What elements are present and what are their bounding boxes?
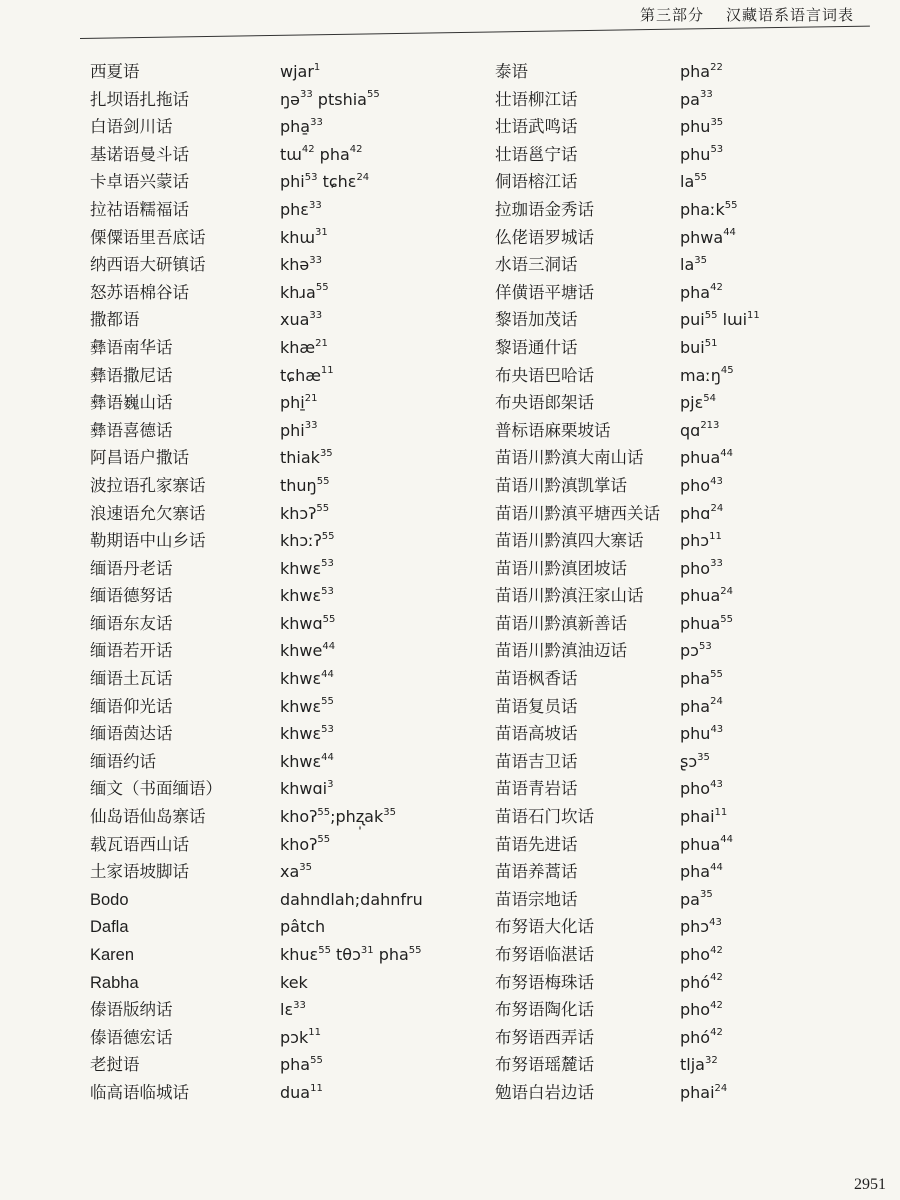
word-form: $pa^{33}$ — [680, 89, 713, 109]
language-name: 黎语加茂话 — [495, 310, 578, 330]
word-form: pho$^{42}$ — [680, 944, 723, 964]
word-entry — [90, 555, 485, 583]
language-name: 仙岛语仙岛寨话 — [90, 807, 206, 827]
language-name: 缅语土瓦话 — [90, 669, 173, 689]
language-name: 载瓦语西山话 — [90, 834, 189, 854]
word-form: phu$^{35}$ — [680, 116, 724, 137]
word-form: pjɛ$^{54}$ — [680, 392, 716, 413]
word-form: phi$^{33}$ — [280, 420, 318, 440]
word-form: tɯ$^{42}$ pha$^{42}$ — [280, 144, 363, 164]
running-head — [640, 4, 854, 25]
section-label: 第三部分 — [639, 6, 704, 24]
language-name: 布央语郎架话 — [495, 393, 594, 413]
word-form: khæ$^{21}$ — [280, 337, 328, 357]
word-form: lɛ$^{33}$ — [280, 999, 306, 1020]
word-entry — [90, 1079, 485, 1107]
word-form: pho$^{33}$ — [680, 558, 723, 578]
language-name: 苗语复员话 — [495, 696, 578, 716]
word-entry — [495, 720, 890, 748]
language-name: 缅语仰光话 — [90, 696, 173, 716]
language-name: 缅语约话 — [90, 751, 156, 771]
language-name: 扎坝语扎拖话 — [90, 89, 189, 109]
word-form: $pa^{35}$ — [680, 889, 713, 909]
language-name: 布努语梅珠话 — [495, 972, 594, 992]
word-form: thiak$^{35}$ — [280, 447, 333, 468]
word-form: khwɛ$^{55}$ — [280, 696, 334, 716]
word-form: $xa^{35}$ — [280, 861, 313, 882]
word-form: khuɛ$^{55}$ tθɔ$^{31}$ pha$^{55}$ — [280, 944, 422, 964]
word-form: phai$^{11}$ — [680, 806, 728, 827]
word-form: $khoʔ^{55};phʐ̩ak^{35}$ — [280, 806, 396, 827]
language-name: 苗语川黔滇油迈话 — [495, 641, 627, 661]
word-form: dua$^{11}$ — [280, 1082, 323, 1102]
word-form: ŋə$^{33}$ ptshia$^{55}$ — [280, 89, 380, 109]
language-name: Bodo — [90, 890, 129, 909]
word-entry — [495, 941, 890, 969]
word-form: pho$^{43}$ — [680, 779, 723, 799]
word-entry — [90, 1024, 485, 1052]
word-form: pha$^{55}$ — [680, 668, 723, 689]
word-entry — [495, 224, 890, 252]
language-name: 阿昌语户撒话 — [90, 448, 189, 468]
word-form: dahndlah;dahnfru — [280, 889, 423, 909]
word-entry — [90, 500, 485, 528]
language-name: 白语剑川话 — [90, 117, 173, 137]
word-entry — [90, 858, 485, 886]
word-form: khwɛ$^{53}$ — [280, 723, 334, 744]
word-form: pho$^{43}$ — [680, 475, 723, 495]
language-name: Rabha — [90, 973, 139, 992]
language-name: 缅语若开话 — [90, 641, 173, 661]
language-name: 缅语德努话 — [90, 586, 173, 606]
language-name: 临高语临城话 — [90, 1082, 189, 1102]
language-name: 傣语版纳话 — [90, 1000, 173, 1020]
word-entry — [495, 582, 890, 610]
word-entry — [495, 306, 890, 334]
language-name: Dafla — [90, 918, 129, 937]
word-form: ʂɔ$^{35}$ — [680, 751, 710, 771]
word-entry — [495, 1079, 890, 1107]
language-name: 苗语吉卫话 — [495, 751, 578, 771]
language-name: 苗语川黔滇新善话 — [495, 613, 627, 633]
language-name: 苗语川黔滇团坡话 — [495, 558, 627, 578]
language-name: 苗语青岩话 — [495, 779, 578, 799]
language-name: 布努语瑶麓话 — [495, 1055, 594, 1075]
word-entry — [90, 224, 485, 252]
word-form: maːŋ$^{45}$ — [680, 365, 734, 385]
language-name: 拉珈语金秀话 — [495, 199, 594, 219]
word-entry — [90, 86, 485, 114]
word-entry — [495, 996, 890, 1024]
page-number: 2951 — [854, 1176, 886, 1193]
language-name: Karen — [90, 946, 135, 964]
word-entry — [495, 334, 890, 362]
language-name: 侗语榕江话 — [495, 172, 578, 192]
language-name: 缅文（书面缅语） — [90, 779, 222, 799]
word-entry — [90, 362, 485, 390]
word-entry — [90, 1051, 485, 1079]
word-form: phi̱$^{21}$ — [280, 392, 318, 413]
word-entry — [90, 58, 485, 86]
word-form: khɔːʔ$^{55}$ — [280, 530, 335, 551]
word-entry — [90, 444, 485, 472]
word-entry — [90, 141, 485, 169]
word-entry — [90, 113, 485, 141]
word-entry — [495, 610, 890, 638]
word-entry — [495, 748, 890, 776]
word-form: phó$^{42}$ — [680, 1027, 723, 1047]
word-form: pɔk$^{11}$ — [280, 1027, 321, 1047]
language-name: 壮语柳江话 — [495, 89, 578, 109]
left-column — [90, 58, 485, 1107]
word-entry — [495, 527, 890, 555]
language-name: 怒苏语棉谷话 — [90, 282, 189, 302]
language-name: 布努语西弄话 — [495, 1027, 594, 1047]
language-name: 壮语武鸣话 — [495, 117, 578, 137]
word-form: kek — [280, 972, 308, 992]
word-entry — [90, 996, 485, 1024]
word-form: khɯ$^{31}$ — [280, 227, 328, 247]
word-form: khwɛ$^{53}$ — [280, 585, 334, 606]
language-name: 泰语 — [495, 62, 528, 81]
language-name: 勉语白岩边话 — [495, 1082, 594, 1102]
word-form: khɹa$^{55}$ — [280, 282, 329, 302]
word-entry — [90, 693, 485, 721]
running-title: 汉藏语系语言词表 — [725, 6, 854, 24]
word-form: khwɑ$^{55}$ — [280, 613, 336, 633]
word-entry — [90, 389, 485, 417]
word-entry — [90, 527, 485, 555]
word-entry — [495, 858, 890, 886]
word-form: thuŋ$^{55}$ — [280, 475, 330, 495]
word-form: phɛ$^{33}$ — [280, 199, 322, 219]
language-name: 苗语川黔滇平塘西关话 — [495, 503, 660, 523]
word-entry — [495, 472, 890, 500]
word-entry — [495, 86, 890, 114]
word-form: phɑ$^{24}$ — [680, 503, 724, 523]
language-name: 彝语南华话 — [90, 337, 173, 357]
language-name: 纳西语大研镇话 — [90, 255, 206, 275]
language-name: 撒都语 — [90, 310, 140, 330]
word-entry — [495, 1051, 890, 1079]
language-name: 苗语川黔滇凯掌话 — [495, 475, 627, 495]
language-name: 普标语麻栗坡话 — [495, 420, 611, 440]
word-entry — [90, 886, 485, 914]
word-entry — [495, 969, 890, 997]
language-name: 老挝语 — [90, 1055, 140, 1075]
language-name: 布努语陶化话 — [495, 1000, 594, 1020]
language-name: 缅语东友话 — [90, 613, 173, 633]
language-name: 土家语坡脚话 — [90, 862, 189, 882]
word-form: wjar$^1$ — [280, 61, 321, 81]
word-entry — [495, 417, 890, 445]
language-name: 卡卓语兴蒙话 — [90, 172, 189, 192]
language-name: 苗语石门坎话 — [495, 807, 594, 827]
language-name: 勒期语中山乡话 — [90, 531, 206, 551]
language-name: 基诺语曼斗话 — [90, 144, 189, 164]
word-entry — [90, 334, 485, 362]
language-name: 黎语通什话 — [495, 337, 578, 357]
word-entry — [495, 693, 890, 721]
word-form: tlja$^{32}$ — [680, 1055, 718, 1075]
word-entry — [495, 113, 890, 141]
language-name: 苗语川黔滇四大寨话 — [495, 531, 644, 551]
word-form: khwɑi$^3$ — [280, 779, 334, 799]
word-entry — [90, 472, 485, 500]
word-entry — [90, 775, 485, 803]
language-name: 彝语巍山话 — [90, 393, 173, 413]
language-name: 佯僙语平塘话 — [495, 282, 594, 302]
word-entry — [90, 913, 485, 941]
word-entry — [90, 306, 485, 334]
language-name: 壮语邕宁话 — [495, 144, 578, 164]
word-entry — [495, 362, 890, 390]
header-rule — [80, 26, 870, 39]
language-name: 傈僳语里吾底话 — [90, 227, 206, 247]
word-form: phua$^{24}$ — [680, 585, 733, 606]
word-form: pui$^{55}$ lɯi$^{11}$ — [680, 310, 760, 330]
word-form: pha$^{55}$ — [280, 1055, 323, 1075]
word-entry — [495, 196, 890, 224]
word-form: pɔ$^{53}$ — [680, 641, 712, 661]
word-form: pha$^{22}$ — [680, 61, 723, 81]
word-form: pha̱$^{33}$ — [280, 116, 323, 137]
language-name: 西夏语 — [90, 62, 140, 81]
word-entry — [495, 1024, 890, 1052]
word-entry — [90, 665, 485, 693]
word-form: tɕhæ$^{11}$ — [280, 365, 334, 385]
word-entry — [90, 803, 485, 831]
word-form: pâtch — [280, 917, 326, 937]
word-form: khɔʔ$^{55}$ — [280, 503, 330, 523]
word-entry — [90, 196, 485, 224]
word-form: phwa$^{44}$ — [680, 227, 736, 247]
word-form: qɑ$^{213}$ — [680, 420, 720, 440]
word-form: phua$^{44}$ — [680, 447, 733, 468]
word-entry — [90, 168, 485, 196]
word-entry — [90, 279, 485, 307]
word-entry — [495, 775, 890, 803]
language-name: 彝语喜德话 — [90, 420, 173, 440]
word-entry — [495, 665, 890, 693]
word-entry — [90, 748, 485, 776]
word-form: phaːk$^{55}$ — [680, 199, 738, 219]
word-form: phi$^{53}$ tɕhɛ$^{24}$ — [280, 172, 370, 192]
language-name: 波拉语孔家寨话 — [90, 475, 206, 495]
word-entry — [90, 610, 485, 638]
word-entry — [495, 637, 890, 665]
word-form: phɔ$^{43}$ — [680, 917, 722, 937]
word-form: pha$^{44}$ — [680, 861, 723, 882]
word-entry — [495, 555, 890, 583]
language-name: 布努语大化话 — [495, 917, 594, 937]
word-entry — [90, 969, 485, 997]
word-form: bui$^{51}$ — [680, 337, 718, 357]
language-name: 苗语高坡话 — [495, 724, 578, 744]
language-name: 苗语川黔滇大南山话 — [495, 448, 644, 468]
language-name: 拉祜语糯福话 — [90, 199, 189, 219]
language-name: 苗语养蒿话 — [495, 862, 578, 882]
right-column — [495, 58, 890, 1107]
word-form: phó$^{42}$ — [680, 972, 723, 992]
language-name: 布央语巴哈话 — [495, 365, 594, 385]
language-name: 缅语茵达话 — [90, 724, 173, 744]
word-entry — [495, 251, 890, 279]
word-entry — [90, 941, 485, 969]
word-form: xua$^{33}$ — [280, 310, 323, 330]
word-entry — [495, 913, 890, 941]
word-form: phu$^{53}$ — [680, 144, 724, 164]
word-form: phɔ$^{11}$ — [680, 530, 722, 551]
language-name: 彝语撒尼话 — [90, 365, 173, 385]
language-name: 布努语临湛话 — [495, 945, 594, 964]
word-entry — [90, 251, 485, 279]
word-form: phua$^{55}$ — [680, 613, 733, 633]
word-form: khoʔ$^{55}$ — [280, 834, 331, 854]
word-entry — [495, 279, 890, 307]
word-form: $la^{35}$ — [680, 254, 707, 275]
word-entry — [495, 803, 890, 831]
word-form: pha$^{42}$ — [680, 282, 723, 302]
word-entry — [495, 500, 890, 528]
word-entry — [495, 58, 890, 86]
language-name: 苗语宗地话 — [495, 889, 578, 909]
language-name: 苗语先进话 — [495, 834, 578, 854]
word-entry — [495, 389, 890, 417]
language-name: 仫佬语罗城话 — [495, 227, 594, 247]
word-form: khwe$^{44}$ — [280, 641, 336, 661]
language-name: 傣语德宏话 — [90, 1027, 173, 1047]
word-form: khə$^{33}$ — [280, 254, 322, 275]
word-form: phu$^{43}$ — [680, 723, 724, 744]
word-form: khwɛ$^{53}$ — [280, 558, 334, 578]
word-entry — [90, 582, 485, 610]
word-form: khwɛ$^{44}$ — [280, 668, 334, 689]
word-form: phai$^{24}$ — [680, 1082, 728, 1102]
word-entry — [495, 168, 890, 196]
word-entry — [495, 444, 890, 472]
word-entry — [90, 720, 485, 748]
word-form: pho$^{42}$ — [680, 999, 723, 1020]
word-form: $la^{55}$ — [680, 172, 707, 192]
language-name: 水语三洞话 — [495, 255, 578, 275]
word-form: phua$^{44}$ — [680, 834, 733, 854]
word-entry — [495, 886, 890, 914]
word-entry — [495, 141, 890, 169]
language-name: 缅语丹老话 — [90, 558, 173, 578]
word-form: pha$^{24}$ — [680, 696, 723, 716]
word-entry — [90, 831, 485, 859]
word-entry — [90, 637, 485, 665]
word-entry — [90, 417, 485, 445]
language-name: 苗语川黔滇汪家山话 — [495, 586, 644, 606]
language-name: 浪速语允欠寨话 — [90, 503, 206, 523]
word-form: khwɛ$^{44}$ — [280, 751, 334, 771]
language-name: 苗语枫香话 — [495, 669, 578, 689]
word-entry — [495, 831, 890, 859]
